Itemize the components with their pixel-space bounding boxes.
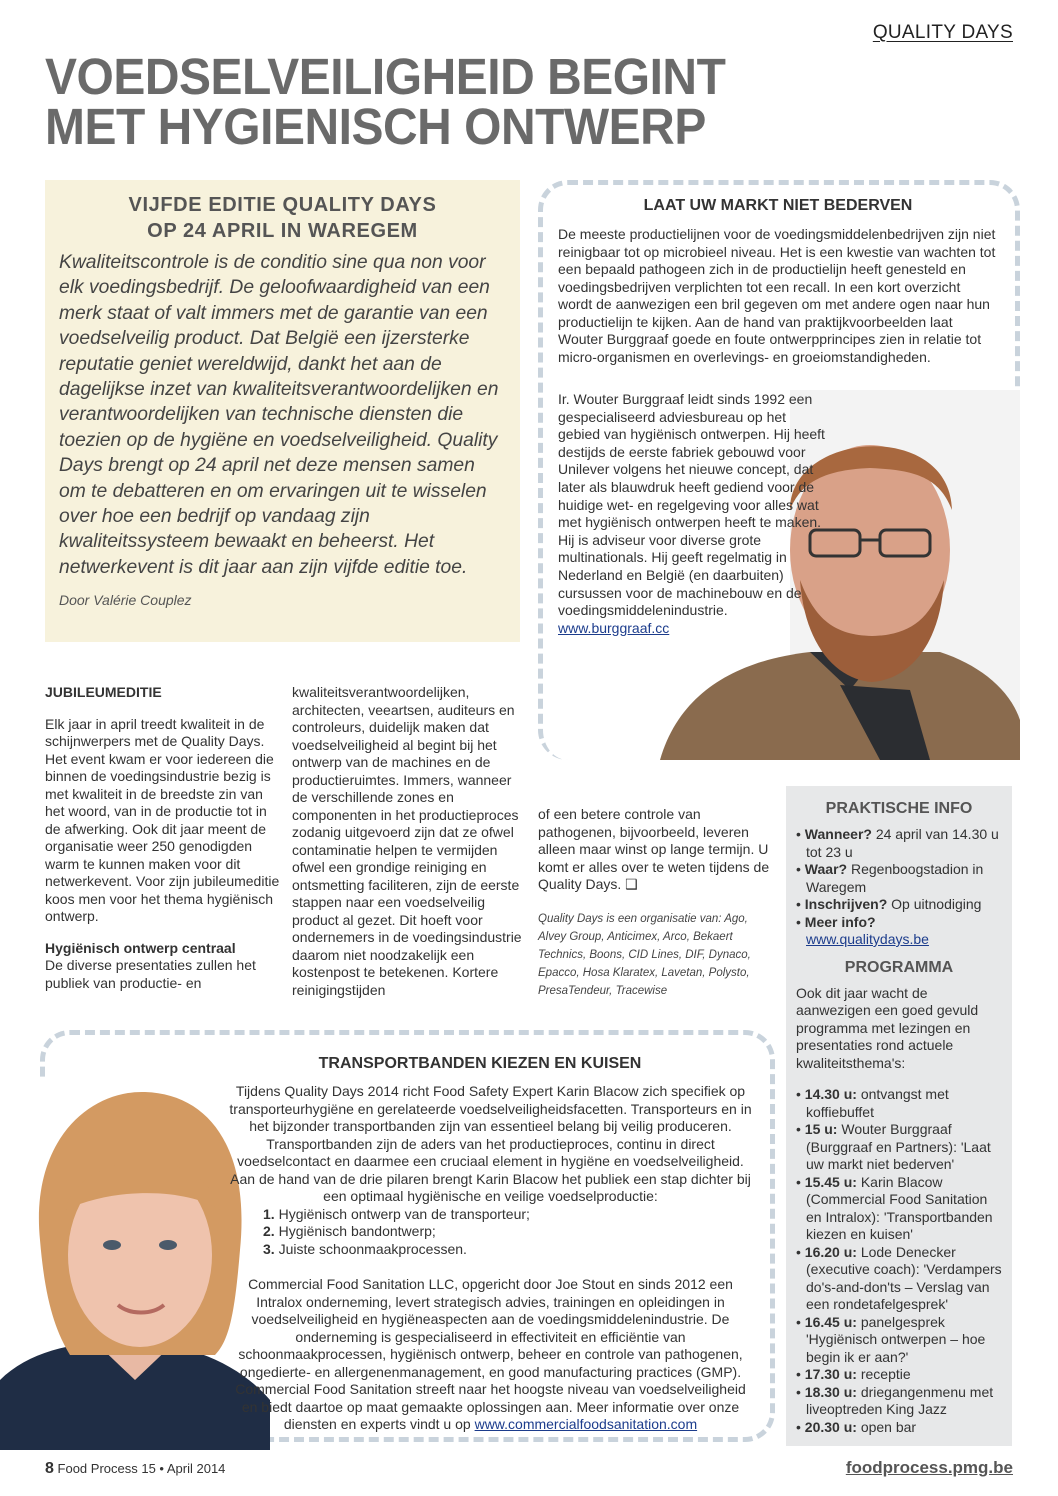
program-time: 20.30 u: [804,1418,857,1435]
article-column-3-text: of een betere controle van pathogenen, bijvoorbeeld, leveren alleen maar winst op lange termijn. U komt er alles over te weten tijdens de Quality Days. ❑ [538,806,770,892]
pillar-item [263,1241,753,1259]
speaker-bio [558,391,828,637]
headline-line-1: VOEDSELVEILIGHEID BEGINT [45,48,726,105]
program-time: 15.45 u: [804,1173,857,1190]
program-item: • 20.30 u: open bar [796,1418,917,1435]
intro-title-line-1: VIJFDE EDITIE QUALITY DAYS [128,194,437,216]
section-tag: QUALITY DAYS [872,22,1013,43]
info-item-when: • Wanneer? 24 april van 14.30 u tot 23 u [796,826,999,860]
article-column-3 [538,806,773,894]
practical-info-list [796,826,1002,949]
article-subheading: Hygiënisch ontwerp centraal [45,939,236,956]
footer-site-link[interactable]: foodprocess.pmg.be [845,1458,1013,1477]
article-column-2 [292,684,525,999]
program-time: 15 u: [804,1121,838,1137]
pillar-text: Hygiënisch ontwerp van de transporteur; [278,1205,530,1222]
program-list [796,1086,1002,1436]
speaker-bio-text: Ir. Wouter Burggraaf leidt sinds 1992 een gespecialiseerd adviesbureau op het gebied van hygiënisch ontwerpen. Hij heeft destijds de eerste fabriek gebouwd voor Unilever volgens het nieuwe concept, dat later als blauwdruk heeft gediend voor de huidige wet- en regelgeving voor alles wat met hygiënisch ontwerpen heeft te maken. Hij is adviseur voor diverse grote multinationals. Hij geeft regelmatig in Nederland en België (en daarbuiten) cursussen voor de machinebouw en de voedingsmiddelenindustrie. [558,391,825,619]
info-value: Regenboogstadion in Waregem [806,861,984,895]
info-item-register: • Inschrijven? Op uitnodiging [796,896,982,912]
intro-title-line-2: OP 24 APRIL IN WAREGEM [147,220,418,242]
pillar-number: 2. [263,1223,275,1239]
program-intro: Ook dit jaar wacht de aanwezigen een goed gevuld programma met lezingen en presentaties rond actuele kwaliteitsthema's: [796,984,979,1071]
program-desc: Lode Denecker (executive coach): 'Verdampers do's-and-don'ts – Verslag van een rondetafelgesprek' [806,1243,1002,1312]
program-desc: ontvangst met koffiebuffet [806,1086,949,1120]
program-desc: driegangenmenu met liveoptreden King Jazz [806,1383,994,1417]
info-label: Meer info? [804,913,876,930]
article-column-1 [45,684,280,992]
program-time: 14.30 u: [804,1086,857,1102]
intro-text: Kwaliteitscontrole is de conditio sine qua non voor elk voedingsbedrijf. De geloofwaardigheid van een merk staat of valt immers met de garantie van een voedselveilig product. Dat België een ijzersterke reputatie geniet wereldwijd, dankt het aan de dagelijkse inzet van kwaliteitsverantwoordelijken en verantwoordelijken van technische diensten die toezien op de hygiëne en voedselveiligheid. Quality Days brengt op 24 april net deze mensen samen om te debatteren en om ervaringen uit te wisselen over hoe een bedrijf op vandaag zijn kwaliteitssysteem bewaakt en beheerst. Het netwerkevent is dit jaar aan zijn vijfde editie toe. [59,252,499,578]
burggraaf-link[interactable]: www.burggraaf.cc [558,619,670,636]
program-time: 17.30 u: [804,1366,857,1382]
transport-pillars [263,1206,753,1259]
pillar-item [263,1223,753,1241]
page-number: 8 [45,1460,54,1477]
program-item: • 16.45 u: panelgesprek 'Hygiënisch ontwerpen – hoe begin ik er aan?' [796,1313,986,1365]
info-value: Op uitnodiging [891,896,982,912]
practical-info-box [786,786,1012,1446]
publication-info: Food Process 15 • April 2014 [57,1461,226,1476]
program-desc: open bar [860,1418,917,1435]
program-title: PROGRAMMA [844,958,954,976]
program-desc: receptie [860,1366,911,1382]
program-item: • 17.30 u: receptie [796,1366,911,1382]
sponsors-note: Quality Days is een organisatie van: Ago, Alvey Group, Anticimex, Arco, Bekaert Technics, Boons, CID Lines, DIF, Dynaco, Epacco, Hosa Klaratex, Lavetan, Polysto, PresaTendeur, Tracewise [538,913,751,997]
market-text: De meeste productielijnen voor de voedingsmiddelenbedrijven zijn niet reinigbaar tot op microbieel niveau. Het is een kwestie van wachten tot een bepaald pathogeen zich in de productielijn heeft genesteld en voedingsbedrijven verplichten tot een recall. In een kort overzicht wordt de aanwezigen een bril gegeven om met andere ogen naar hun productielijn te kijken. Aan de hand van praktijkvoorbeelden laat Wouter Burggraaf goede en foute ontwerpprincipes zien in relatie tot micro-organismen en overlevings- en groeiomstandigheden. [558,226,996,365]
qualitydays-link[interactable]: www.qualitydays.be [806,931,929,947]
intro-box [45,180,520,642]
intro-title [59,192,506,244]
transport-paragraph-2 [228,1276,753,1434]
program-desc: panelgesprek 'Hygiënisch ontwerpen – hoe begin ik er aan?' [806,1313,986,1365]
article-paragraph-1: Elk jaar in april treedt kwaliteit in de schijnwerpers met de Quality Days. Het event kwam er voor iedereen die binnen de voedingsindustrie bezig is met kwaliteit in de breedste zin van het woord, van in de productie tot in de afwerking. Ook dit jaar meent de organisatie weer 250 genodigden warm te kunnen maken voor dit netwerkevent. Voor zijn jubileumeditie koos men voor het thema hygiënisch ontwerp. [45,715,280,924]
intro-author: Door Valérie Couplez [59,592,192,609]
footer-left [45,1460,225,1478]
transport-title: TRANSPORTBANDEN KIEZEN EN KUISEN [318,1055,642,1072]
info-label: Wanneer? [804,826,872,842]
program-desc: Wouter Burggraaf (Burggraaf en Partners): 'Laat uw markt niet bederven' [806,1121,991,1172]
program-desc: Karin Blacow (Commercial Food Sanitation en Intralox): 'Transportbanden kiezen en kuisen' [806,1173,993,1242]
program-item: • 15 u: Wouter Burggraaf (Burggraaf en Partners): 'Laat uw markt niet bederven' [796,1121,991,1172]
program-item: • 15.45 u: Karin Blacow (Commercial Food Sanitation en Intralox): 'Transportbanden kiezen en kuisen' [796,1173,993,1242]
info-value: 24 april van 14.30 u tot 23 u [806,826,999,860]
pillar-item [263,1206,753,1224]
program-item: • 18.30 u: driegangenmenu met liveoptreden King Jazz [796,1383,994,1417]
program-time: 18.30 u: [804,1383,857,1400]
pillar-number: 3. [263,1240,275,1257]
info-label: Waar? [804,861,848,877]
cfs-link[interactable]: www.commercialfoodsanitation.com [474,1416,698,1432]
headline [45,48,966,155]
transport-paragraph-2-text: Commercial Food Sanitation LLC, opgericht door Joe Stout en sinds 2012 een Intralox onderneming, levert strategisch advies, trainingen en opleidingen in voedselveiligheid en hygiëneaspecten aan de voedingsmiddelenindustrie. De onderneming is gespecialiseerd in effectiviteit en efficiëntie van schoonmaakprocessen, hygiënisch ontwerp, beheer en controle van pathogenen, ongedierte- en allergenenmanagement, en good manufacturing practices (GMP). Commercial Food Sanitation streeft naar het hoogste niveau van voedselveiligheid en biedt daartoe op maat gemaakte oplossingen aan. Meer informatie over onze diensten en experts vindt u op [235,1276,746,1432]
program-item: • 16.20 u: Lode Denecker (executive coach): 'Verdampers do's-and-don'ts – Verslag van een rondetafelgesprek' [796,1243,1002,1312]
article-paragraph-2: De diverse presentaties zullen het publiek van productie- en [45,957,256,991]
info-item-where: • Waar? Regenboogstadion in Waregem [796,861,984,895]
article-column-2-text: kwaliteitsverantwoordelijken, architecten, veeartsen, auditeurs en controleurs, duidelijk maken dat voedselveiligheid al begint bij het ontwerp van de machines en de productieruimtes. Immers, wanneer de verschillende zones en componenten in het productieproces zodanig uitgevoerd zijn dat ze ofwel contaminatie helpen te vermijden ofwel een grondige reiniging en ontsmetting faciliteren, zijn de eerste stappen naar een voedselveilig product al gezet. Dit hoeft voor ondernemers in de voedingsindustrie daarom niet noodzakelijk een kostenpost te betekenen. Kortere reinigingstijden [292,684,522,998]
pillar-text: Hygiënisch bandontwerp; [278,1223,436,1239]
program-item: • 14.30 u: ontvangst met koffiebuffet [796,1086,949,1120]
market-title: LAAT UW MARKT NIET BEDERVEN [643,197,913,214]
pillar-number: 1. [263,1205,275,1222]
info-item-more: • Meer info? www.qualitydays.be [796,913,929,947]
program-time: 16.20 u: [804,1243,857,1260]
practical-info-title: PRAKTISCHE INFO [825,800,973,817]
program-time: 16.45 u: [804,1313,857,1330]
article-heading: JUBILEUMEDITIE [45,684,162,700]
info-label: Inschrijven? [804,896,888,912]
headline-line-2: MET HYGIENISCH ONTWERP [45,98,706,155]
pillar-text: Juiste schoonmaakprocessen. [278,1240,467,1257]
transport-paragraph-1: Tijdens Quality Days 2014 richt Food Safety Expert Karin Blacow zich specifiek op transporteurhygiëne en gerelateerde voedselveiligheidsfacetten. Transporteurs en in het bijzonder transportbanden zijn van essentieel belang bij veilig produceren. Transportbanden zijn de aders van het productieproces, continu in direct voedselcontact en daarmee een cruciaal element in hygiëne en voedselveiligheid. Aan de hand van de drie pilaren brengt Karin Blacow het publiek een stap dichter bij een optimaal hygiënische en veilige voedselproductie: [229,1083,752,1204]
transport-text [228,1083,753,1434]
